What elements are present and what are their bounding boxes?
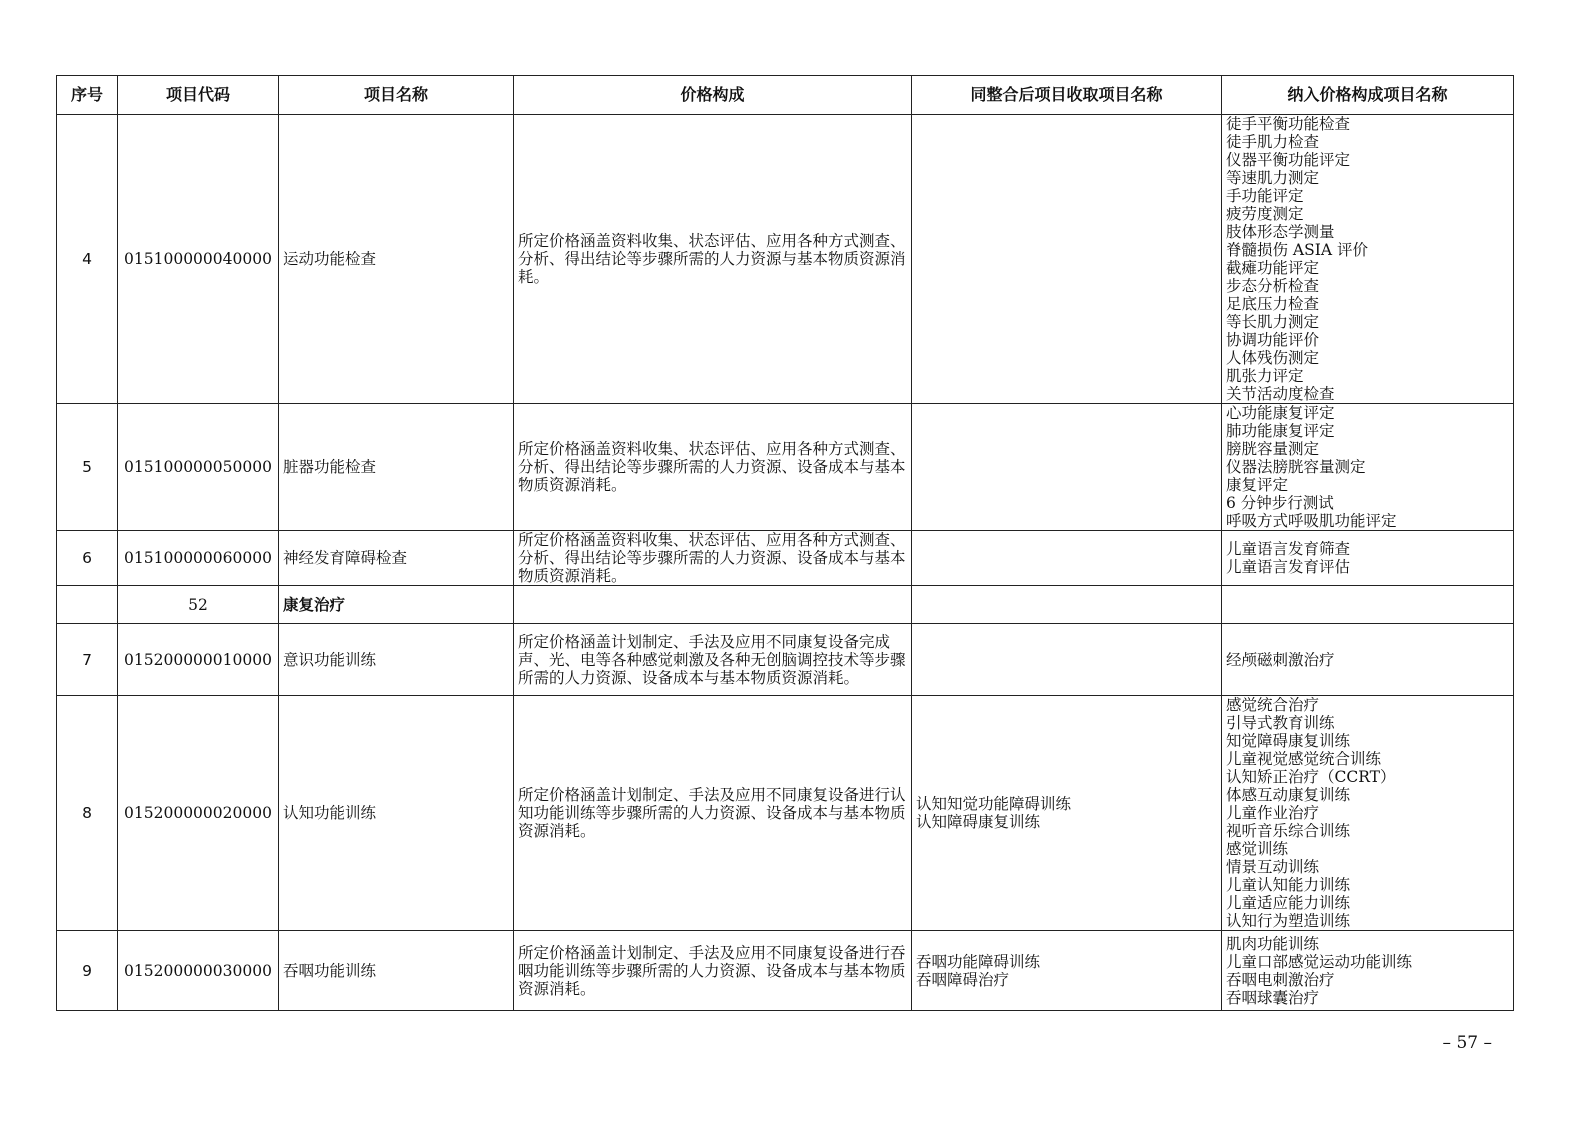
cell-merged-item: 吞咽功能障碍训练	[916, 952, 1041, 971]
cell-included-item: 儿童语言发育筛查	[1226, 540, 1351, 558]
cell-included	[1222, 624, 1514, 696]
cell-included-item: 手功能评定	[1226, 187, 1304, 205]
section-row	[57, 586, 1514, 624]
cell-code: 015100000050000	[118, 404, 279, 531]
cell-merged	[912, 624, 1222, 696]
price-table	[56, 75, 1514, 1011]
cell-included-item: 协调功能评价	[1226, 331, 1320, 349]
cell-merged-item: 吞咽障碍治疗	[916, 970, 1010, 989]
table-row	[57, 404, 1514, 531]
cell-included-item: 肢体形态学测量	[1226, 223, 1335, 241]
cell-included	[1222, 931, 1514, 1011]
cell-included-item: 步态分析检查	[1226, 277, 1320, 295]
cell-included	[1222, 531, 1514, 586]
cell-no: 4	[57, 115, 118, 404]
cell-included-item: 膀胱容量测定	[1226, 440, 1320, 458]
cell-included-item: 儿童口部感觉运动功能训练	[1226, 952, 1413, 971]
cell-included-item: 感觉训练	[1226, 840, 1289, 858]
cell-merged	[912, 531, 1222, 586]
cell-merged	[912, 115, 1222, 404]
cell-no: 6	[57, 531, 118, 586]
table-header-row	[57, 76, 1514, 115]
header-no: 序号	[57, 76, 118, 115]
cell-merged	[912, 931, 1222, 1011]
cell-included-item: 呼吸方式呼吸肌功能评定	[1226, 512, 1397, 530]
cell-composition: 所定价格涵盖资料收集、状态评估、应用各种方式测查、分析、得出结论等步骤所需的人力资源与基本物质资源消耗。	[514, 115, 912, 404]
cell-included-item: 仪器平衡功能评定	[1226, 151, 1351, 169]
table-row	[57, 696, 1514, 931]
header-composition: 价格构成	[514, 76, 912, 115]
cell-included-item: 吞咽球囊治疗	[1226, 988, 1320, 1007]
cell-included-item: 等长肌力测定	[1226, 313, 1320, 331]
cell-included-item: 儿童适应能力训练	[1226, 894, 1351, 912]
cell-no: 7	[57, 624, 118, 696]
cell-name: 神经发育障碍检查	[279, 531, 514, 586]
cell-included-item: 截瘫功能评定	[1226, 259, 1320, 277]
cell-code: 015100000040000	[118, 115, 279, 404]
cell-included-item: 儿童视觉感觉统合训练	[1226, 750, 1382, 768]
cell-name: 脏器功能检查	[279, 404, 514, 531]
cell-included	[1222, 586, 1514, 624]
cell-included-item: 吞咽电刺激治疗	[1226, 970, 1335, 989]
cell-merged	[912, 696, 1222, 931]
cell-included-item: 人体残伤测定	[1226, 349, 1320, 367]
cell-code: 015200000030000	[118, 931, 279, 1011]
cell-name: 运动功能检查	[279, 115, 514, 404]
cell-included	[1222, 404, 1514, 531]
cell-included-item: 经颅磁刺激治疗	[1226, 650, 1335, 669]
cell-no: 9	[57, 931, 118, 1011]
cell-no	[57, 586, 118, 624]
cell-merged	[912, 404, 1222, 531]
cell-included-item: 徒手平衡功能检查	[1226, 115, 1351, 133]
cell-merged	[912, 586, 1222, 624]
cell-included-item: 仪器法膀胱容量测定	[1226, 458, 1366, 476]
cell-included-item: 儿童认知能力训练	[1226, 876, 1351, 894]
cell-included-item: 疲劳度测定	[1226, 205, 1304, 223]
header-name: 项目名称	[279, 76, 514, 115]
section-name: 康复治疗	[279, 586, 514, 624]
cell-merged-item: 认知障碍康复训练	[916, 813, 1041, 831]
cell-name: 吞咽功能训练	[279, 931, 514, 1011]
cell-included-item: 肌肉功能训练	[1226, 934, 1320, 953]
cell-no: 5	[57, 404, 118, 531]
cell-composition: 所定价格涵盖资料收集、状态评估、应用各种方式测查、分析、得出结论等步骤所需的人力资源、设备成本与基本物质资源消耗。	[514, 404, 912, 531]
header-code: 项目代码	[118, 76, 279, 115]
cell-name: 认知功能训练	[279, 696, 514, 931]
cell-included-item: 认知行为塑造训练	[1226, 912, 1351, 930]
header-included: 纳入价格构成项目名称	[1222, 76, 1514, 115]
cell-composition: 所定价格涵盖计划制定、手法及应用不同康复设备进行吞咽功能训练等步骤所需的人力资源、设备成本与基本物质资源消耗。	[514, 931, 912, 1011]
cell-included-item: 儿童作业治疗	[1226, 804, 1320, 822]
cell-included-item: 6 分钟步行测试	[1226, 494, 1334, 512]
cell-code: 015200000010000	[118, 624, 279, 696]
cell-code: 015200000020000	[118, 696, 279, 931]
cell-included-item: 脊髓损伤 ASIA 评价	[1226, 241, 1368, 259]
section-code: 52	[118, 586, 279, 624]
cell-included-item: 关节活动度检查	[1226, 385, 1335, 403]
cell-included-item: 情景互动训练	[1226, 858, 1320, 876]
cell-included-item: 引导式教育训练	[1226, 714, 1335, 732]
cell-composition: 所定价格涵盖计划制定、手法及应用不同康复设备完成声、光、电等各种感觉刺激及各种无创脑调控技术等步骤所需的人力资源、设备成本与基本物质资源消耗。	[514, 624, 912, 696]
table-row	[57, 624, 1514, 696]
table-row	[57, 931, 1514, 1011]
page-number: – 57 –	[1442, 1033, 1492, 1053]
cell-included-item: 肺功能康复评定	[1226, 422, 1335, 440]
cell-included-item: 感觉统合治疗	[1226, 696, 1320, 714]
cell-included-item: 肌张力评定	[1226, 367, 1304, 385]
table-body	[57, 115, 1514, 1011]
header-merged: 同整合后项目收取项目名称	[912, 76, 1222, 115]
cell-included	[1222, 115, 1514, 404]
cell-included-item: 徒手肌力检查	[1226, 133, 1320, 151]
cell-included-item: 知觉障碍康复训练	[1226, 732, 1351, 750]
cell-included	[1222, 696, 1514, 931]
cell-composition: 所定价格涵盖资料收集、状态评估、应用各种方式测查、分析、得出结论等步骤所需的人力资源、设备成本与基本物质资源消耗。	[514, 531, 912, 586]
cell-code: 015100000060000	[118, 531, 279, 586]
cell-included-item: 等速肌力测定	[1226, 169, 1320, 187]
cell-included-item: 康复评定	[1226, 476, 1289, 494]
cell-included-item: 儿童语言发育评估	[1226, 558, 1351, 576]
cell-composition: 所定价格涵盖计划制定、手法及应用不同康复设备进行认知功能训练等步骤所需的人力资源、设备成本与基本物质资源消耗。	[514, 696, 912, 931]
cell-included-item: 认知矫正治疗（CCRT）	[1226, 768, 1396, 786]
cell-included-item: 足底压力检查	[1226, 295, 1320, 313]
cell-included-item: 心功能康复评定	[1226, 404, 1335, 422]
table-row	[57, 115, 1514, 404]
cell-composition	[514, 586, 912, 624]
table-row	[57, 531, 1514, 586]
cell-no: 8	[57, 696, 118, 931]
cell-included-item: 体感互动康复训练	[1226, 786, 1351, 804]
cell-included-item: 视听音乐综合训练	[1226, 822, 1351, 840]
cell-merged-item: 认知知觉功能障碍训练	[916, 795, 1072, 813]
cell-name: 意识功能训练	[279, 624, 514, 696]
